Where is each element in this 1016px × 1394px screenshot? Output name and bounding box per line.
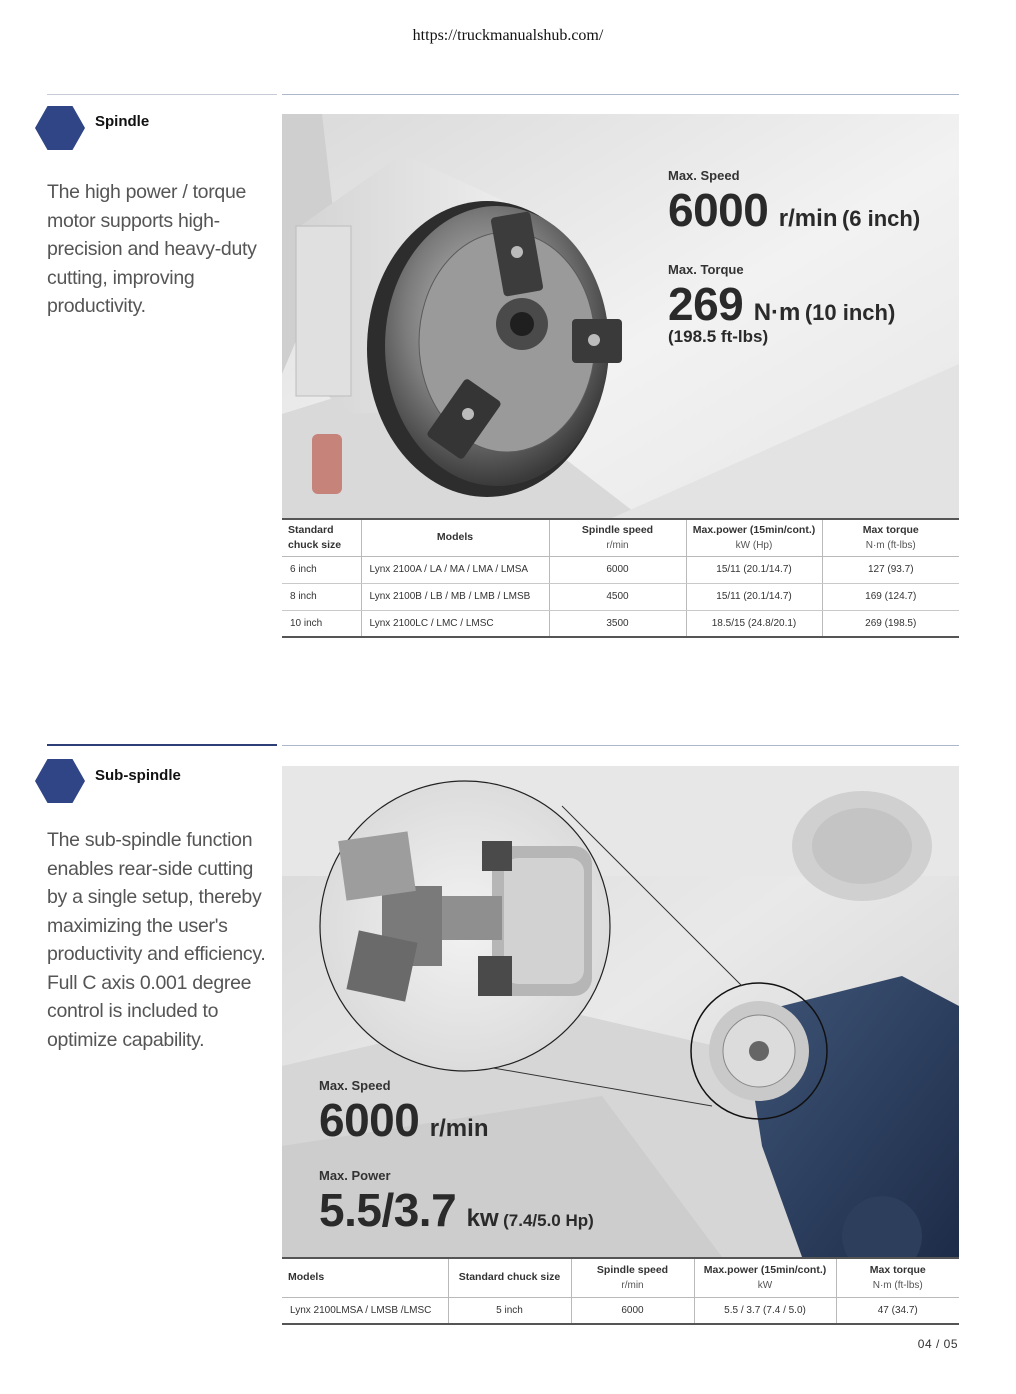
hexagon-icon	[35, 759, 85, 803]
max-torque-unit: N·m	[753, 299, 801, 326]
table-cell: Lynx 2100A / LA / MA / LMA / LMSA	[361, 556, 549, 583]
table-cell: 269 (198.5)	[822, 610, 959, 637]
table-cell: 6 inch	[282, 556, 361, 583]
table-cell: 169 (124.7)	[822, 583, 959, 610]
table-cell: 3500	[549, 610, 686, 637]
table-header: Max torque N·m (ft-lbs)	[836, 1258, 959, 1297]
section-description-spindle: The high power / torque motor supports high-precision and heavy-duty cutting, improving productivity.	[47, 181, 257, 317]
max-speed-label: Max. Speed	[668, 168, 740, 183]
section-divider-left	[47, 94, 277, 95]
max-power-label: Max. Power	[319, 1168, 391, 1183]
page-number: 04 / 05	[917, 1337, 958, 1351]
table-row	[282, 610, 959, 637]
table-header: Standard chuck size	[448, 1258, 571, 1297]
table-cell: 5.5 / 3.7 (7.4 / 5.0)	[694, 1297, 836, 1324]
table-cell: 15/11 (20.1/14.7)	[686, 583, 822, 610]
table-cell: Lynx 2100B / LB / MB / LMB / LMSB	[361, 583, 549, 610]
section-divider-right	[282, 94, 959, 95]
section-divider-right	[282, 745, 959, 746]
spindle-spec-table	[282, 518, 959, 638]
max-speed-unit: r/min	[778, 205, 838, 232]
table-cell: 5 inch	[448, 1297, 571, 1324]
max-speed-value: 6000	[668, 184, 769, 236]
max-speed-unit: r/min	[429, 1115, 489, 1142]
section-divider-left	[47, 744, 277, 746]
table-header: Max.power (15min/cont.) kW (Hp)	[686, 519, 822, 556]
table-header: Max torque N·m (ft-lbs)	[822, 519, 959, 556]
table-row	[282, 556, 959, 583]
max-torque-note: (10 inch)	[804, 300, 896, 325]
table-cell: 8 inch	[282, 583, 361, 610]
subspindle-max-speed-spec	[319, 1078, 488, 1147]
max-torque-alt: (198.5 ft-lbs)	[668, 327, 769, 346]
max-torque-value: 269	[668, 278, 744, 330]
spindle-max-speed-spec	[668, 168, 920, 237]
max-speed-label: Max. Speed	[319, 1078, 391, 1093]
table-header: Max.power (15min/cont.) kW	[694, 1258, 836, 1297]
spindle-max-torque-spec	[668, 262, 895, 347]
subspindle-max-power-spec	[319, 1168, 594, 1237]
hexagon-icon	[35, 106, 85, 150]
table-header: Models	[288, 1271, 325, 1284]
table-row	[282, 583, 959, 610]
section-title-subspindle: Sub-spindle	[95, 767, 181, 784]
table-cell: 6000	[549, 556, 686, 583]
header-url[interactable]: https://truckmanualshub.com/	[412, 27, 604, 44]
table-header: Spindle speed r/min	[571, 1258, 694, 1297]
table-cell: 10 inch	[282, 610, 361, 637]
section-title-spindle: Spindle	[95, 113, 150, 130]
max-power-note: (7.4/5.0 Hp)	[503, 1211, 594, 1230]
table-header: Spindle speed r/min	[549, 519, 686, 556]
table-cell: 47 (34.7)	[836, 1297, 959, 1324]
subspindle-spec-table	[282, 1257, 959, 1325]
max-speed-note: (6 inch)	[841, 206, 921, 231]
table-header: Standard chuck size	[288, 523, 342, 551]
max-power-value: 5.5/3.7	[319, 1184, 457, 1236]
table-cell: 6000	[571, 1297, 694, 1324]
max-power-unit: kw	[466, 1205, 499, 1232]
section-description-subspindle: The sub-spindle function enables rear-side cutting by a single setup, thereby maximizing the user's productivity and efficiency. Full C axis 0.001 degree control is included to optimize capability.	[47, 829, 266, 1051]
table-cell: 127 (93.7)	[822, 556, 959, 583]
table-cell: Lynx 2100LMSA / LMSB /LMSC	[282, 1297, 448, 1324]
table-cell: 18.5/15 (24.8/20.1)	[686, 610, 822, 637]
table-cell: 4500	[549, 583, 686, 610]
max-torque-label: Max. Torque	[668, 262, 744, 277]
table-row	[282, 1297, 959, 1324]
table-cell: Lynx 2100LC / LMC / LMSC	[361, 610, 549, 637]
table-header: Models	[361, 519, 549, 556]
max-speed-value: 6000	[319, 1094, 420, 1146]
table-cell: 15/11 (20.1/14.7)	[686, 556, 822, 583]
